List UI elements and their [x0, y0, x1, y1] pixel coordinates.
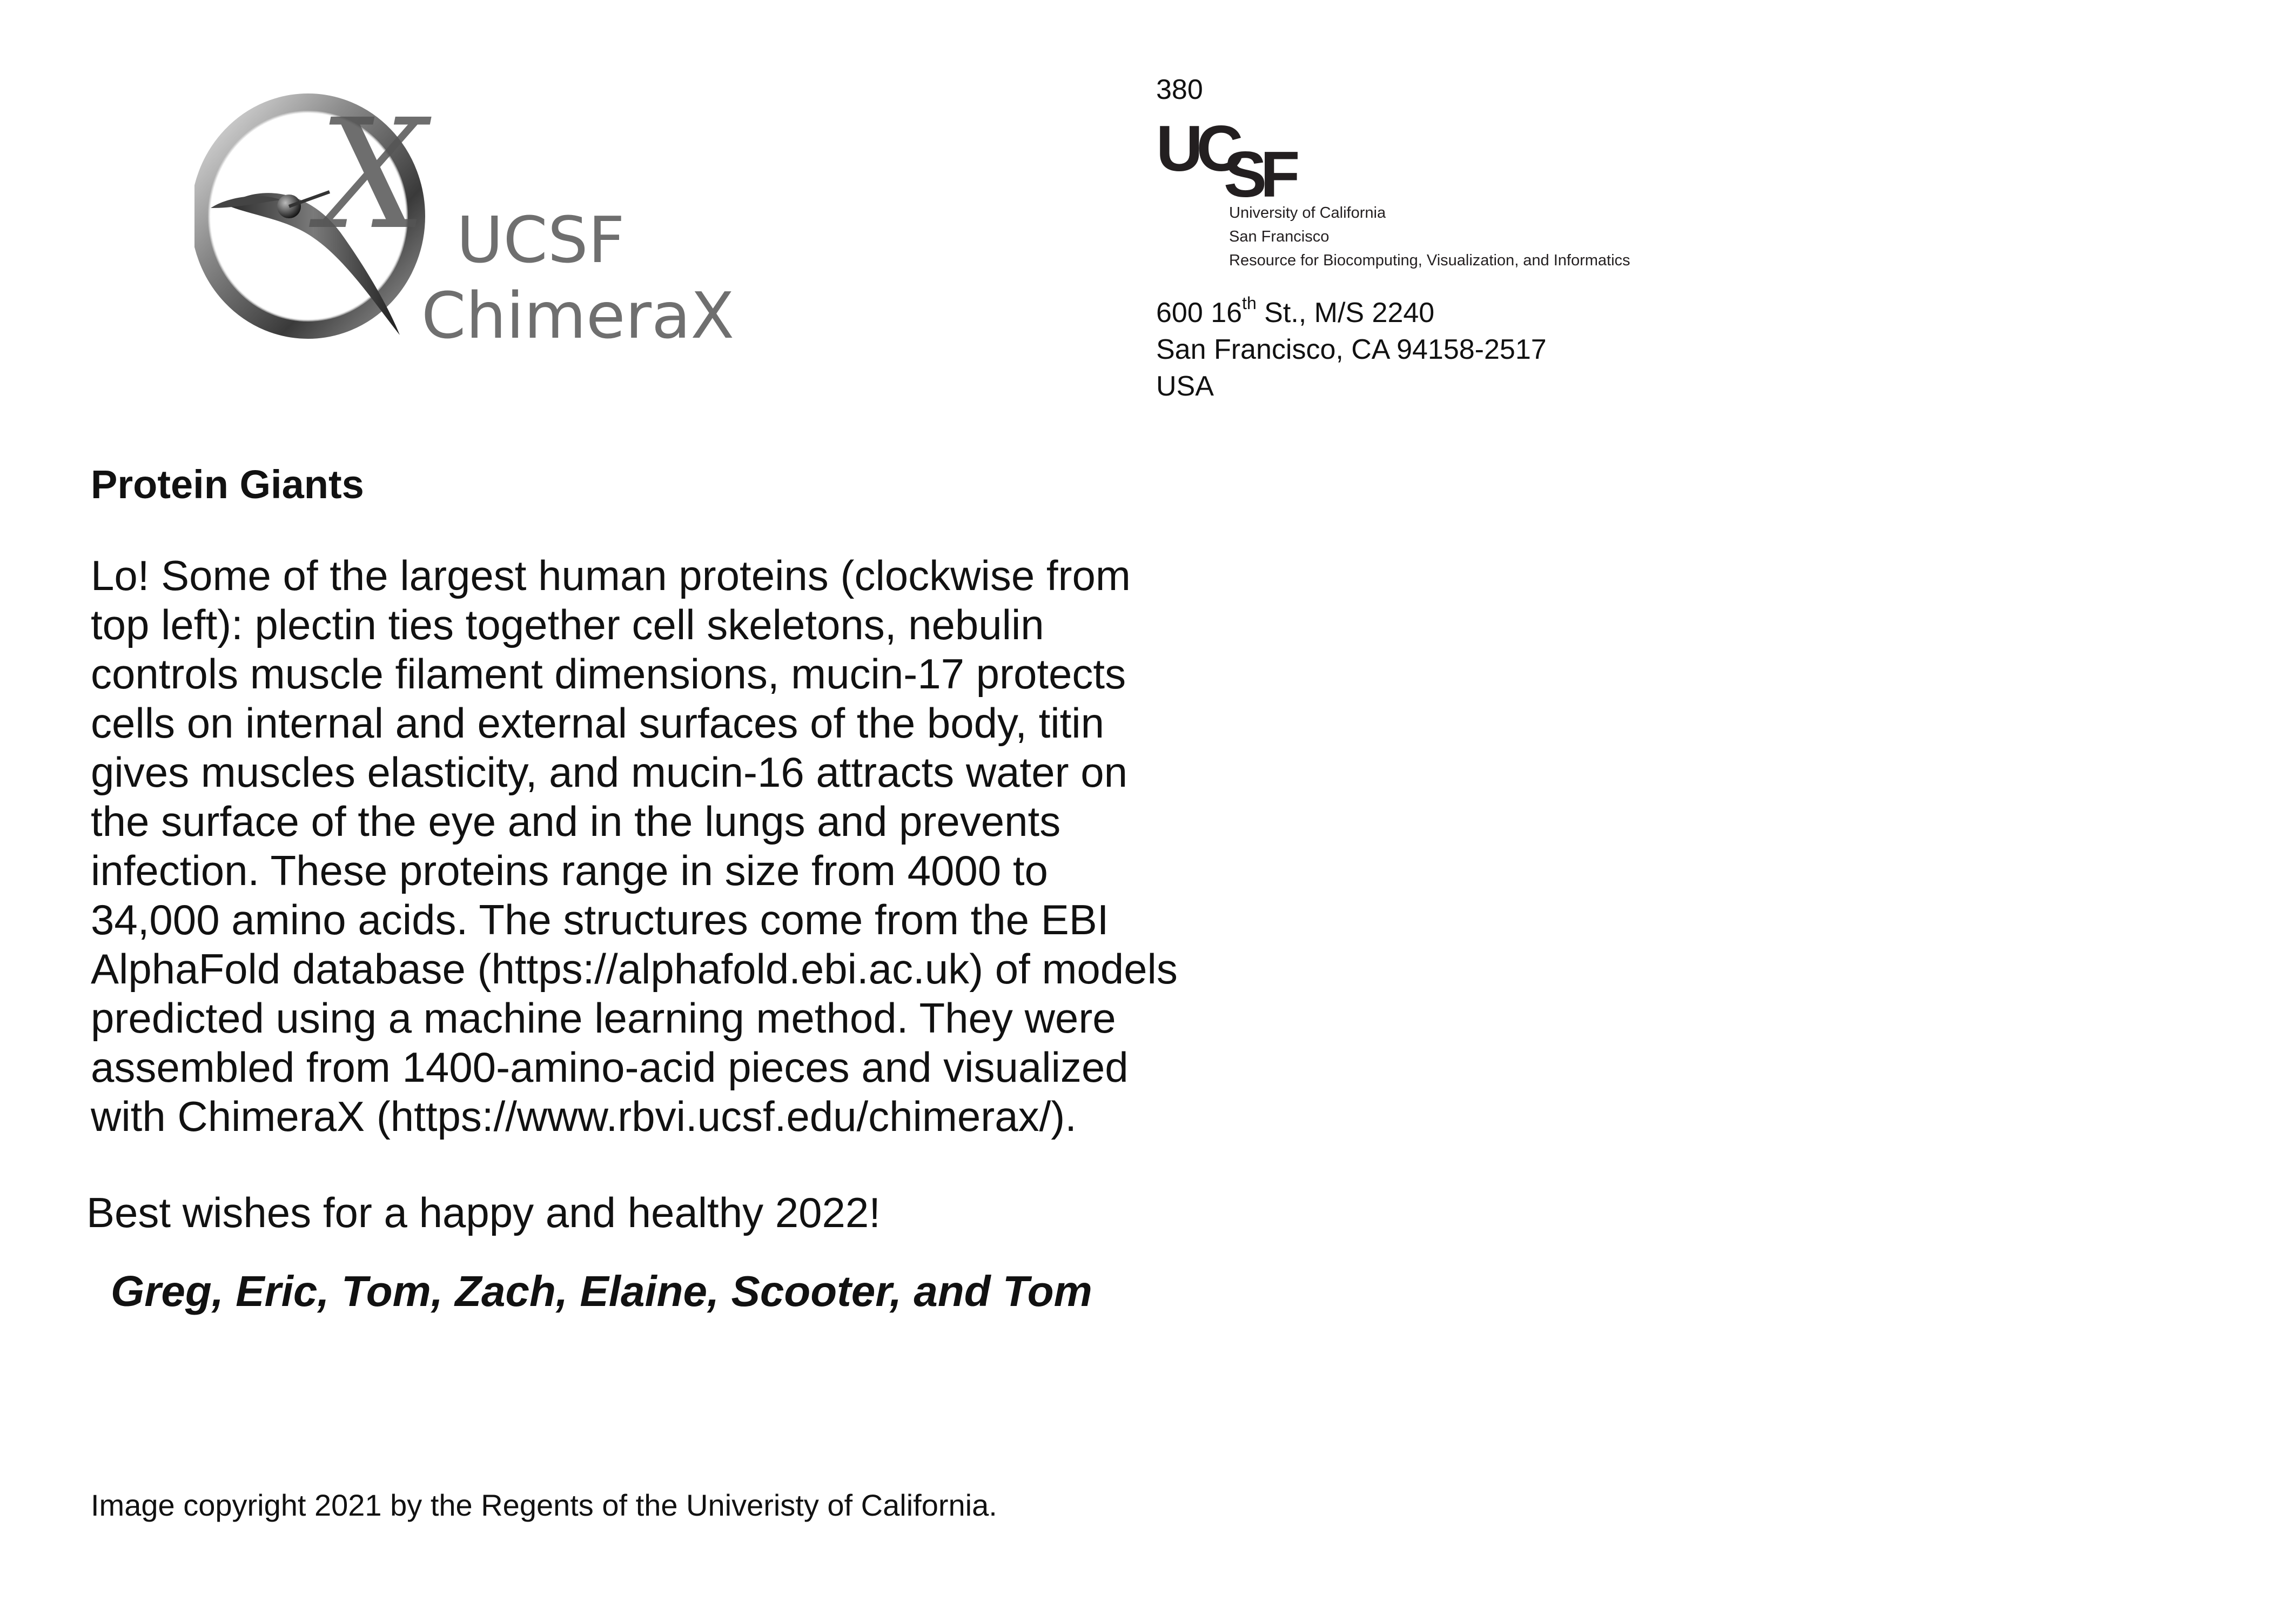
- address-street-ordinal: th: [1242, 293, 1257, 313]
- ucsf-affiliation: [1229, 201, 1630, 272]
- ucsf-logo: [1156, 112, 1318, 211]
- emblem-letter: X: [319, 87, 427, 263]
- body-line: with ChimeraX (https://www.rbvi.ucsf.edu/chimerax/).: [91, 1093, 1077, 1140]
- ucsf-logo-uc: UC: [1156, 112, 1237, 185]
- card-body: [91, 551, 1279, 1141]
- ucsf-line-university: University of California: [1229, 204, 1386, 222]
- signature: Greg, Eric, Tom, Zach, Elaine, Scooter, and Tom: [111, 1267, 1092, 1315]
- address-street-number: 600 16: [1156, 297, 1243, 329]
- body-line: infection. These proteins range in size from 4000 to: [91, 847, 1048, 894]
- ucsf-line-resource: Resource for Biocomputing, Visualization, and Informatics: [1229, 252, 1630, 269]
- body-line: controls muscle filament dimensions, mucin-17 protects: [91, 650, 1126, 698]
- ucsf-logo-sf: SF: [1224, 138, 1294, 211]
- postage-number: 380: [1156, 74, 1203, 105]
- address-street: [1156, 294, 1547, 331]
- ucsf-line-campus: San Francisco: [1229, 228, 1330, 245]
- chimerax-logo: [194, 81, 746, 373]
- body-line: Lo! Some of the largest human proteins (clockwise from: [91, 552, 1131, 599]
- mailing-address: [1156, 294, 1547, 405]
- address-country: USA: [1156, 371, 1214, 402]
- card-title: Protein Giants: [91, 462, 364, 507]
- address-street-rest: St., M/S 2240: [1256, 297, 1435, 329]
- address-city: San Francisco, CA 94158-2517: [1156, 334, 1547, 365]
- body-line: gives muscles elasticity, and mucin-16 attracts water on: [91, 748, 1127, 796]
- logo-brand-line: UCSF: [456, 203, 625, 277]
- body-line: top left): plectin ties together cell skeletons, nebulin: [91, 601, 1044, 648]
- body-line: predicted using a machine learning method. They were: [91, 994, 1116, 1042]
- body-line: the surface of the eye and in the lungs and prevents: [91, 798, 1061, 845]
- copyright-notice: Image copyright 2021 by the Regents of the Univeristy of California.: [91, 1488, 997, 1522]
- body-line: cells on internal and external surfaces of the body, titin: [91, 699, 1104, 747]
- logo-product-name: ChimeraX: [421, 278, 735, 353]
- body-line: 34,000 amino acids. The structures come from the EBI: [91, 896, 1109, 943]
- season-greeting: Best wishes for a happy and healthy 2022!: [86, 1189, 881, 1236]
- body-line: AlphaFold database (https://alphafold.ebi.ac.uk) of models: [91, 945, 1178, 993]
- body-line: assembled from 1400-amino-acid pieces and visualized: [91, 1043, 1129, 1091]
